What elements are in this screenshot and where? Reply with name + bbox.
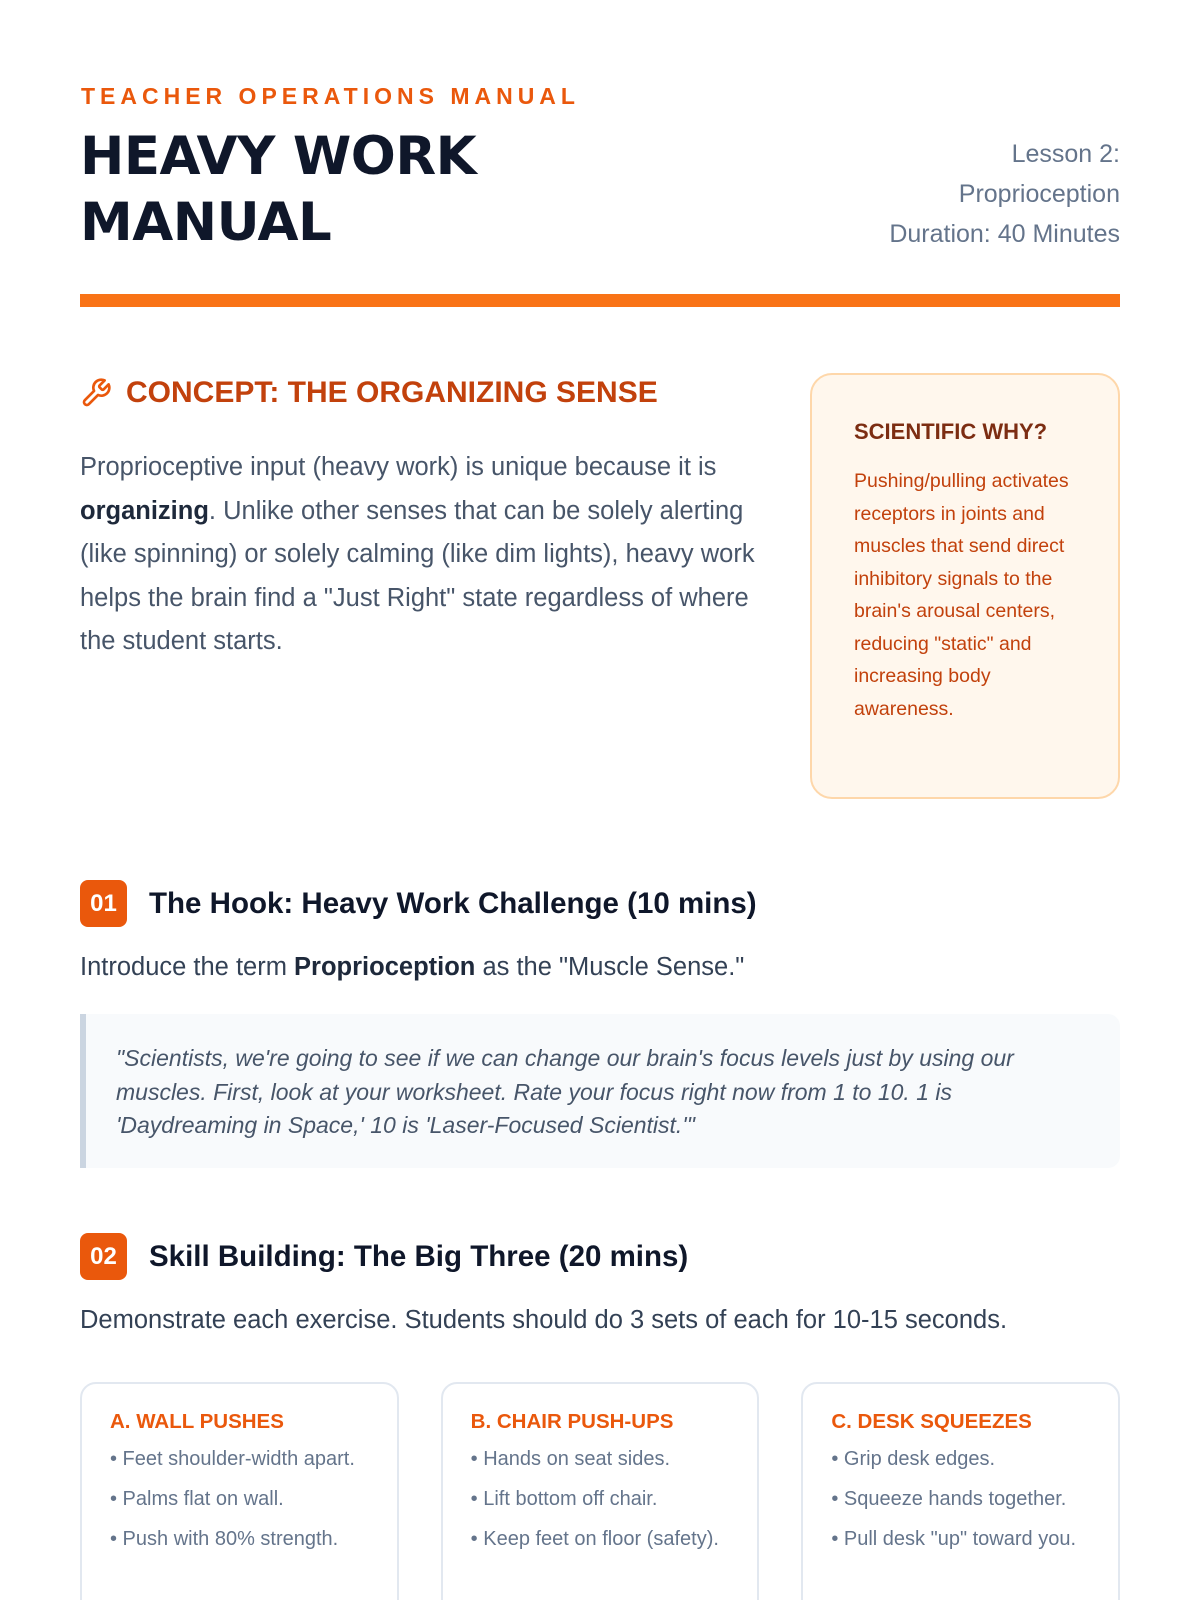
concept-title: CONCEPT: THE ORGANIZING SENSE: [126, 376, 658, 409]
exercise-step: • Grip desk edges.: [831, 1448, 996, 1470]
step-2-heading: [80, 1233, 688, 1280]
concept-keyword: organizing: [80, 496, 209, 525]
why-title: SCIENTIFIC WHY?: [854, 419, 1048, 444]
exercise-step: • Squeeze hands together.: [831, 1488, 1067, 1510]
page-title: [80, 124, 640, 256]
exercise-step: • Hands on seat sides.: [470, 1448, 671, 1470]
title-line-1: HEAVY WORK: [80, 126, 477, 187]
concept-heading: [80, 376, 658, 410]
lesson-duration: Duration: 40 Minutes: [889, 220, 1120, 248]
concept-body: Proprioceptive input (heavy work) is unique because it is organizing. Unlike other senses that can be solely alerting (like spinning) or solely calming (like dim lights), heavy work helps the brain find a "Just Right" state regardless of where the student starts.: [80, 453, 755, 655]
exercise-card-chair-push-ups: [441, 1382, 760, 1600]
exercise-step: • Push with 80% strength.: [110, 1528, 339, 1550]
exercise-cards: [80, 1382, 1120, 1600]
step-2-intro: Demonstrate each exercise. Students should do 3 sets of each for 10-15 seconds.: [80, 1306, 1008, 1334]
step-1-keyword: Proprioception: [294, 953, 476, 981]
header-divider: [80, 294, 1120, 307]
step-2-badge: 02: [80, 1233, 127, 1280]
exercise-card-wall-pushes: [80, 1382, 399, 1600]
manual-eyebrow: TEACHER OPERATIONS MANUAL: [81, 83, 580, 109]
title-line-2: MANUAL: [80, 192, 332, 253]
exercise-step: • Pull desk "up" toward you.: [831, 1528, 1077, 1550]
exercise-step: • Keep feet on floor (safety).: [470, 1528, 719, 1550]
exercise-step: • Palms flat on wall.: [110, 1488, 284, 1510]
exercise-title: A. WALL PUSHES: [110, 1410, 284, 1433]
scientific-why-card: [810, 373, 1120, 799]
wrench-icon: [80, 377, 112, 409]
exercise-title: C. DESK SQUEEZES: [831, 1410, 1032, 1433]
exercise-card-desk-squeezes: [801, 1382, 1120, 1600]
lesson-topic: Proprioception: [958, 180, 1120, 208]
lesson-meta: [800, 134, 1120, 254]
exercise-step: • Feet shoulder-width apart.: [110, 1448, 355, 1470]
lesson-number: Lesson 2:: [1011, 140, 1120, 168]
why-text: Pushing/pulling activates receptors in joints and muscles that send direct inhibitory signals to the brain's arousal centers, reducing "static" and increasing body awareness.: [854, 470, 1069, 720]
step-1-badge: 01: [80, 880, 127, 927]
exercise-title: B. CHAIR PUSH-UPS: [470, 1410, 674, 1433]
step-1-heading: [80, 880, 757, 927]
step-1-title: The Hook: Heavy Work Challenge (10 mins): [149, 886, 757, 920]
step-2-title: Skill Building: The Big Three (20 mins): [149, 1239, 689, 1273]
teacher-script-quote: "Scientists, we're going to see if we can change our brain's focus levels just by using our muscles. First, look at your worksheet. Rate your focus right now from 1 to 10. 1 is 'Daydreaming in Space,' 10 is 'Laser-Focused Scientist.'": [80, 1014, 1120, 1168]
step-1-intro: Introduce the term Proprioception as the "Muscle Sense.": [80, 953, 745, 981]
exercise-step: • Lift bottom off chair.: [470, 1488, 658, 1510]
